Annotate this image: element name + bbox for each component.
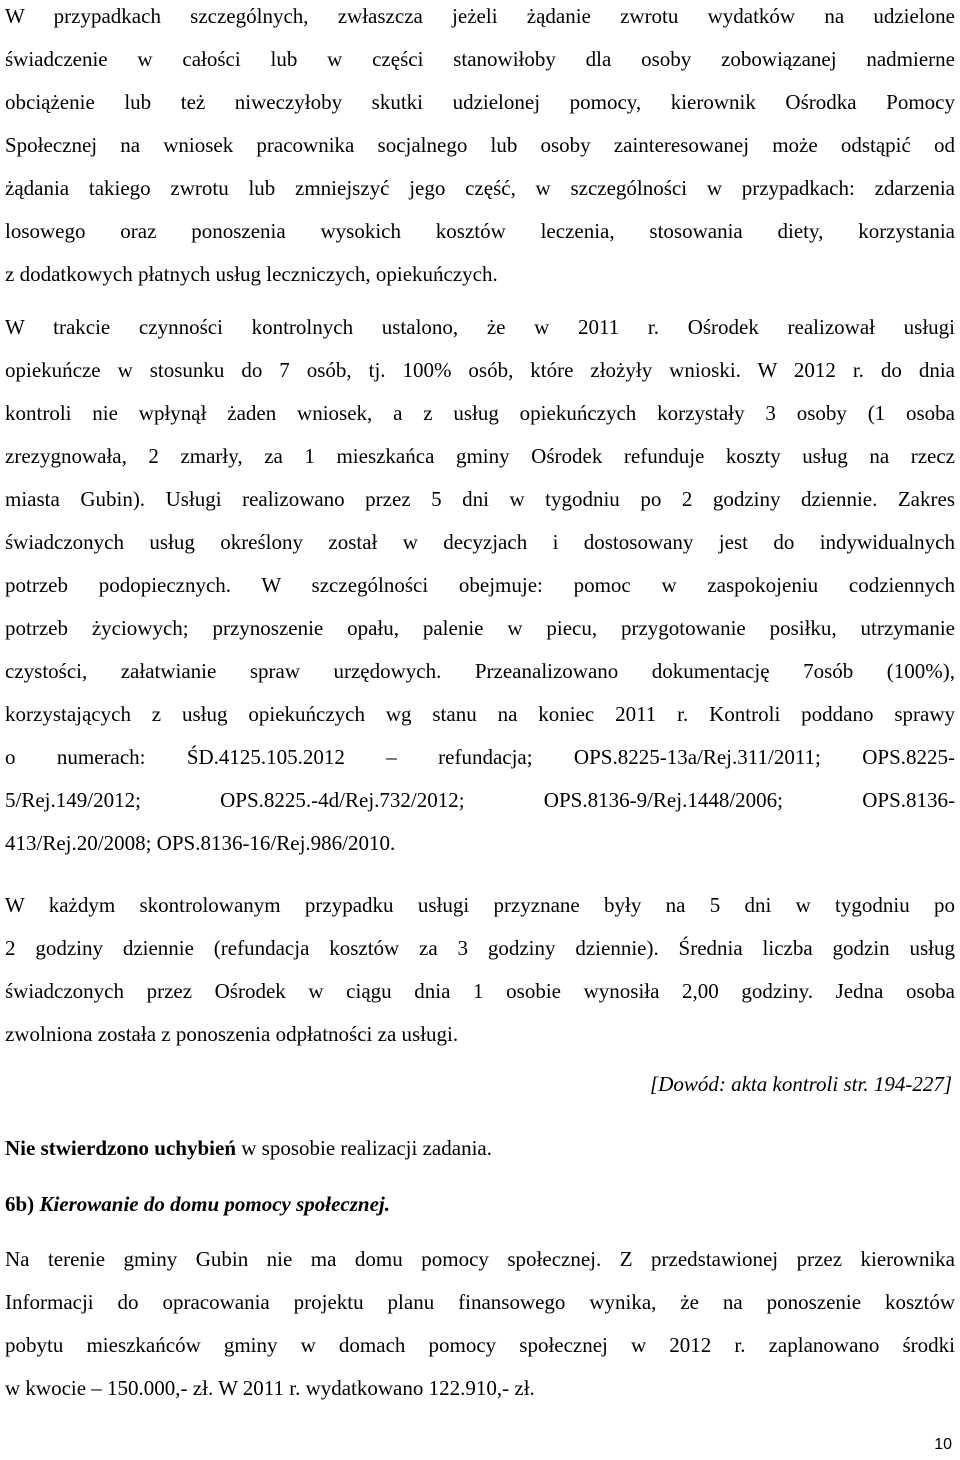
text-line: w kwocie – 150.000,- zł. W 2011 r. wydatkowano 122.910,- zł. [5, 1376, 535, 1400]
text-line: o numerach: ŚD.4125.105.2012 – refundacja; OPS.8225-13a/Rej.311/2011; OPS.8225- [5, 745, 955, 769]
text-line: Informacji do opracowania projektu planu finansowego wynika, że na ponoszenie kosztów [5, 1290, 955, 1314]
paragraph-inspection-findings [5, 306, 955, 865]
text-line: losowego oraz ponoszenia wysokich kosztów leczenia, stosowania diety, korzystania [5, 219, 955, 243]
text-line: czystości, załatwianie spraw urzędowych. Przeanalizowano dokumentację 7osób (100%), [5, 659, 955, 683]
text-line: opiekuńcze w stosunku do 7 osób, tj. 100% osób, które złożyły wnioski. W 2012 r. do dnia [5, 358, 955, 382]
text-line: żądania takiego zwrotu lub zmniejszyć jego część, w szczególności w przypadkach: zdarzenia [5, 176, 955, 200]
section-heading [5, 1192, 390, 1217]
text-line: 5/Rej.149/2012; OPS.8225.-4d/Rej.732/2012; OPS.8136-9/Rej.1448/2006; OPS.8136- [5, 788, 955, 812]
paragraph-care-home [5, 1238, 955, 1410]
text-line: świadczenie w całości lub w części stanowiłoby dla osoby zobowiązanej nadmierne [5, 47, 955, 71]
paragraph-refund-waiver [5, 0, 955, 296]
finding-rest: w sposobie realizacji zadania. [236, 1136, 492, 1160]
text-line: zwolniona została z ponoszenia odpłatności za usługi. [5, 1022, 459, 1046]
text-line: 413/Rej.20/2008; OPS.8136-16/Rej.986/2010. [5, 831, 396, 855]
evidence-reference: [Dowód: akta kontroli str. 194-227] [650, 1072, 952, 1096]
finding-bold: Nie stwierdzono uchybień [5, 1136, 236, 1160]
text-line: Na terenie gminy Gubin nie ma domu pomocy społecznej. Z przedstawionej przez kierownika [5, 1247, 955, 1271]
paragraph-service-hours [5, 884, 955, 1056]
text-line: Społecznej na wniosek pracownika socjalnego lub osoby zainteresowanej może odstąpić od [5, 133, 955, 157]
text-line: z dodatkowych płatnych usług leczniczych, opiekuńczych. [5, 262, 498, 286]
finding-statement [5, 1136, 492, 1161]
text-line: miasta Gubin). Usługi realizowano przez 5 dni w tygodniu po 2 godziny dziennie. Zakres [5, 487, 955, 511]
text-line: W przypadkach szczególnych, zwłaszcza jeżeli żądanie zwrotu wydatków na udzielone [5, 4, 955, 28]
text-line: potrzeb życiowych; przynoszenie opału, palenie w piecu, przygotowanie posiłku, utrzymanie [5, 616, 955, 640]
page-number: 10 [934, 1436, 952, 1453]
text-line: W każdym skontrolowanym przypadku usługi przyznane były na 5 dni w tygodniu po [5, 893, 955, 917]
text-line: zrezygnowała, 2 zmarły, za 1 mieszkańca gminy Ośrodek refunduje koszty usług na rzecz [5, 444, 955, 468]
text-line: W trakcie czynności kontrolnych ustalono, że w 2011 r. Ośrodek realizował usługi [5, 315, 955, 339]
text-line: pobytu mieszkańców gminy w domach pomocy społecznej w 2012 r. zaplanowano środki [5, 1333, 955, 1357]
text-line: świadczonych przez Ośrodek w ciągu dnia 1 osobie wynosiła 2,00 godziny. Jedna osoba [5, 979, 955, 1003]
section-title: Kierowanie do domu pomocy społecznej. [39, 1192, 391, 1216]
section-number: 6b) [5, 1192, 35, 1216]
text-line: obciążenie lub też niweczyłoby skutki udzielonej pomocy, kierownik Ośrodka Pomocy [5, 90, 955, 114]
text-line: potrzeb podopiecznych. W szczególności obejmuje: pomoc w zaspokojeniu codziennych [5, 573, 955, 597]
text-line: kontroli nie wpłynął żaden wniosek, a z usług opiekuńczych korzystały 3 osoby (1 osoba [5, 401, 955, 425]
text-line: świadczonych usług określony został w decyzjach i dostosowany jest do indywidualnych [5, 530, 955, 554]
text-line: korzystających z usług opiekuńczych wg stanu na koniec 2011 r. Kontroli poddano sprawy [5, 702, 955, 726]
text-line: 2 godziny dziennie (refundacja kosztów za 3 godziny dziennie). Średnia liczba godzin usług [5, 936, 955, 960]
